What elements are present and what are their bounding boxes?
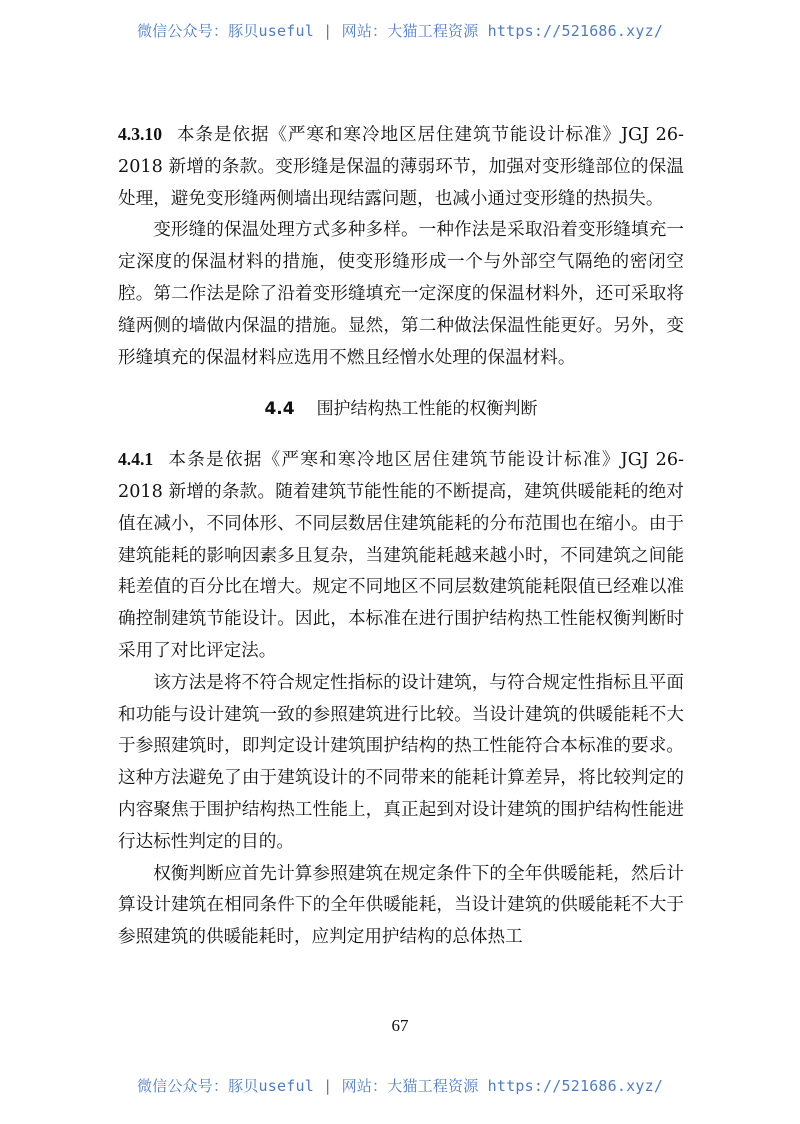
clause-text: 本条是依据《严寒和寒冷地区居住建筑节能设计标准》JGJ 26-2018 新增的条款。变形缝是保温的薄弱环节，加强对变形缝部位的保温处理，避免变形缝两侧墙出现结露问题，也减小通过变形缝的热损失。	[118, 125, 684, 209]
paragraph: 权衡判断应首先计算参照建筑在规定条件下的全年供暖能耗，然后计算设计建筑在相同条件下的全年供暖能耗，当设计建筑的供暖能耗不大于参照建筑的供暖能耗时，应判定用护结构的总体热工	[118, 863, 684, 948]
clause-text: 本条是依据《严寒和寒冷地区居住建筑节能设计标准》JGJ 26-2018 新增的条款。随着建筑节能性能的不断提高，建筑供暖能耗的绝对值在减小，不同体形、不同层数居住建筑能耗的分布范围也在缩小。由于建筑能耗的影响因素多且复杂，当建筑能耗越来越小时，不同建筑之间能耗差值的百分比在增大。规定不同地区不同层数建筑能耗限值已经难以准确控制建筑节能设计。因此，本标准在进行围护结构热工性能权衡判断时采用了对比评定法。	[118, 450, 684, 661]
section-title: 围护结构热工性能的权衡判断	[316, 399, 538, 420]
section-number: 4.4	[264, 399, 295, 420]
watermark-header: 微信公众号：豚贝useful | 网站：大猫工程资源 https://521686.xyz/	[136, 22, 664, 40]
document-body	[118, 119, 684, 954]
paragraph: 变形缝的保温处理方式多种多样。一种作法是采取沿着变形缝填充一定深度的保温材料的措施，使变形缝形成一个与外部空气隔绝的密闭空腔。第二作法是除了沿着变形缝填充一定深度的保温材料外，还可采取将缝两侧的墙做内保温的措施。显然，第二种做法保温性能更好。另外，变形缝填充的保温材料应选用不燃且经憎水处理的保温材料。	[118, 220, 684, 368]
page-number: 67	[391, 1016, 409, 1035]
clause-4-3-10	[118, 119, 684, 215]
clause-4-4-1	[118, 444, 684, 668]
clause-number: 4.4.1	[118, 449, 154, 470]
paragraph: 该方法是将不符合规定性指标的设计建筑，与符合规定性指标且平面和功能与设计建筑一致的参照建筑进行比较。当设计建筑的供暖能耗不大于参照建筑时，即判定设计建筑围护结构的热工性能符合本标准的要求。这种方法避免了由于建筑设计的不同带来的能耗计算差异，将比较判定的内容聚焦于围护结构热工性能上，真正起到对设计建筑的围护结构性能进行达标性判定的目的。	[118, 672, 684, 852]
watermark-footer: 微信公众号：豚贝useful | 网站：大猫工程资源 https://521686.xyz/	[136, 1077, 664, 1095]
section-heading	[118, 394, 684, 426]
clause-number: 4.3.10	[118, 124, 162, 144]
